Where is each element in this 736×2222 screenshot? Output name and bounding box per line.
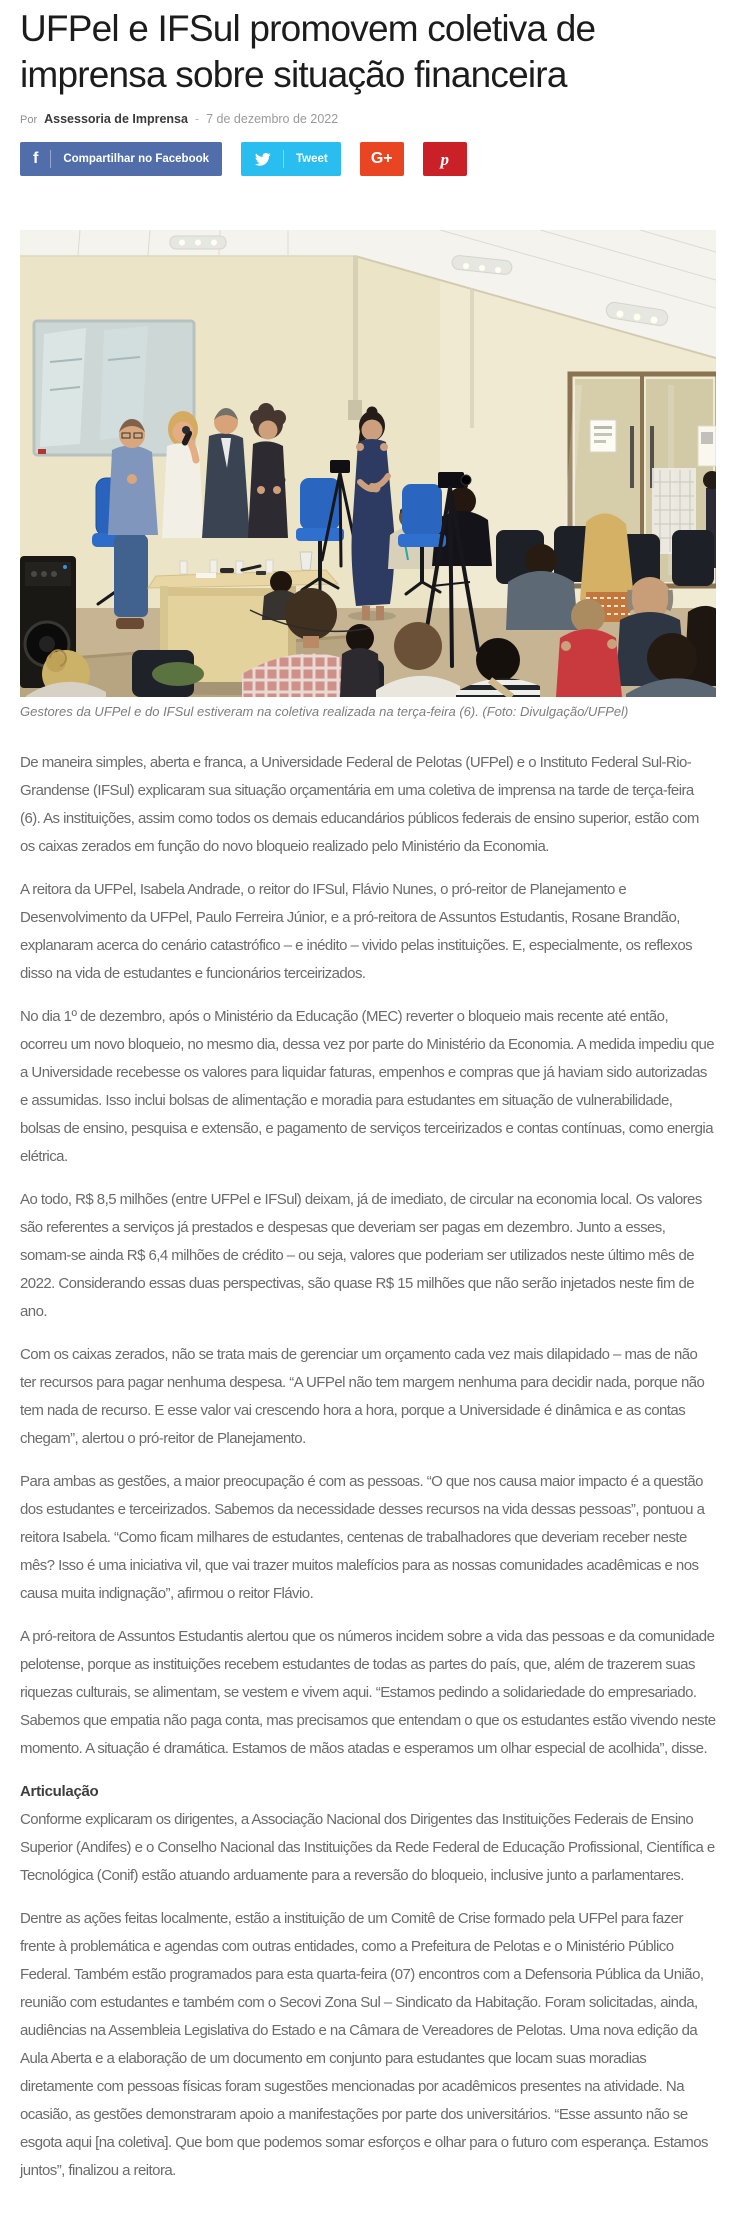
article-body — [20, 749, 716, 2185]
article-page — [20, 6, 716, 2222]
article-paragraph: Dentre as ações feitas localmente, estão a instituição de um Comitê de Crise formado pela UFPel para fazer frente à problemática e agendas com outras entidades, como a Prefeitura de Pelotas e o Ministério Público Federal. Também estão programados para esta quarta-feira (07) encontros com a Defensoria Pública da União, reunião com estudantes e também com o Secovi Zona Sul – Sindicato da Habitação. Foram solicitadas, ainda, audiências na Assembleia Legislativa do Estado e na Câmara de Vereadores de Pelotas. Uma nova edição da Aula Aberta e a elaboração de um documento em conjunto para estudantes que locam suas moradias diretamente com pessoas físicas foram sugestões mencionadas por acadêmicos presentes na atividade. Na ocasião, as gestões demonstraram apoio a manifestações por parte dos universitários. “Esse assunto não se esgota aqui [na coletiva]. Que bom que podemos somar esforços e olhar para o futuro com esperança. Estamos juntos”, finalizou a reitora. — [20, 1910, 708, 2179]
article-paragraph: De maneira simples, aberta e franca, a Universidade Federal de Pelotas (UFPel) e o Instituto Federal Sul-Rio-Grandense (IFSul) explicaram sua situação orçamentária em uma coletiva de imprensa na tarde de terça-feira (6). As instituições, assim como todos os demais educandários públicos federais de ensino superior, estão com os caixas zerados em função do novo bloqueio realizado pelo Ministério da Economia. — [20, 754, 699, 855]
byline-separator: - — [194, 112, 200, 126]
share-buttons — [20, 142, 716, 176]
panelist-woman-blonde — [162, 411, 204, 538]
wall-sign — [698, 426, 716, 466]
googleplus-icon: G+ — [370, 150, 393, 167]
panelist-woman-curly — [248, 403, 288, 538]
googleplus-share-button[interactable] — [360, 142, 404, 176]
byline — [20, 112, 716, 126]
pinterest-icon: p — [440, 149, 450, 169]
press-conference-photo-graphic — [20, 230, 716, 697]
door-sign — [590, 420, 616, 452]
publish-date: 7 de dezembro de 2022 — [206, 112, 339, 126]
article-paragraph: Conforme explicaram os dirigentes, a Associação Nacional dos Dirigentes das Instituições Federais de Ensino Superior (Andifes) e o Conselho Nacional das Instituições da Rede Federal de Educação Profissional, Científica e Tecnológica (Conif) estão atuando arduamente para a reversão do bloqueio, inclusive junto a parlamentares. — [20, 1811, 715, 1884]
facebook-share-label: Compartilhar no Facebook — [63, 153, 210, 165]
plant — [152, 662, 204, 686]
article-subheading: Articulação — [20, 1783, 99, 1800]
article-paragraph: No dia 1º de dezembro, após o Ministério da Educação (MEC) reverter o bloqueio mais recente até então, ocorreu um novo bloqueio, no mesmo dia, dessa vez por parte do Ministério da Economia. A medida impediu que a Universidade recebesse os valores para liquidar faturas, empenhos e compras que já haviam sido autorizadas e assumidas. Isso inclui bolsas de alimentação e moradia para estudantes em situação de vulnerabilidade, bolsas de ensino, pesquisa e extensão, e pagamento de serviços terceirizados e contas contínuas, como energia elétrica. — [20, 1008, 715, 1165]
article-photo — [20, 230, 716, 719]
article-paragraph: Com os caixas zerados, não se trata mais de gerenciar um orçamento cada vez mais dilapidado – mas de não ter recursos para pagar nenhuma despesa. “A UFPel não tem margem nenhuma para decidir nada, porque não tem nada de recurso. E esse valor vai crescendo hora a hora, porque a Universidade é dinâmica e as contas chegam”, alertou o pró-reitor de Planejamento. — [20, 1346, 705, 1447]
article-paragraph: Ao todo, R$ 8,5 milhões (entre UFPel e IFSul) deixam, já de imediato, de circular na economia local. Os valores são referentes a serviços já prestados e despesas que deveriam ser pagas em dezembro. Junto a esses, somam-se ainda R$ 6,4 milhões de crédito – ou seja, valores que poderiam ser utilizados neste último mês de 2022. Considerando essas duas perspectivas, são quase R$ 15 milhões que não serão injetados neste fim de ano. — [20, 1191, 702, 1320]
pinterest-share-button[interactable] — [423, 142, 467, 176]
tweet-label: Tweet — [296, 153, 328, 165]
byline-prefix: Por — [20, 114, 38, 126]
photo-caption: Gestores da UFPel e do IFSul estiveram na coletiva realizada na terça-feira (6). (Foto: Divulgação/UFPel) — [20, 704, 629, 719]
article-paragraph: A pró-reitora de Assuntos Estudantis alertou que os números incidem sobre a vida das pessoas e da comunidade pelotense, porque as instituições recebem estudantes de todas as partes do país, que, além de trazerem suas riquezas culturais, se alimentam, se vestem e vivem aqui. “Estamos pedindo a solidariedade do empresariado. Sabemos que empatia não paga conta, mas precisamos que entendam o que os estudantes estão vivendo neste momento. A situação é dramática. Estamos de mãos atadas e esperamos um olhar especial de acolhida”, disse. — [20, 1628, 716, 1757]
facebook-share-button[interactable] — [20, 142, 222, 176]
button-divider — [283, 150, 284, 168]
article-paragraph: A reitora da UFPel, Isabela Andrade, o reitor do IFSul, Flávio Nunes, o pró-reitor de Planejamento e Desenvolvimento da UFPel, Paulo Ferreira Júnior, e a pró-reitora de Assuntos Estudantis, Rosane Brandão, explanaram acerca do cenário catastrófico – e inédito – vivido pelas instituições. E, especialmente, os reflexos disso na vida de estudantes e funcionários terceirizados. — [20, 881, 693, 982]
twitter-icon — [254, 151, 271, 168]
button-divider — [50, 150, 51, 168]
tweet-button[interactable] — [241, 142, 341, 176]
article-title: UFPel e IFSul promovem coletiva de imprensa sobre situação financeira — [20, 8, 596, 95]
byline-author[interactable]: Assessoria de Imprensa — [44, 112, 188, 126]
article-paragraph: Para ambas as gestões, a maior preocupação é com as pessoas. “O que nos causa maior impacto é a questão dos estudantes e terceirizados. Sabemos da necessidade desses recursos na vida dessas pessoas”, pontuou a reitora Isabela. “Como ficam milhares de estudantes, centenas de trabalhadores que deveriam receber neste mês? Isso é uma iniciativa vil, que vai trazer muitos malefícios para as nossas comunidades acadêmicas e nos causa muita indignação”, afirmou o reitor Flávio. — [20, 1473, 705, 1602]
facebook-icon: f — [33, 150, 39, 167]
